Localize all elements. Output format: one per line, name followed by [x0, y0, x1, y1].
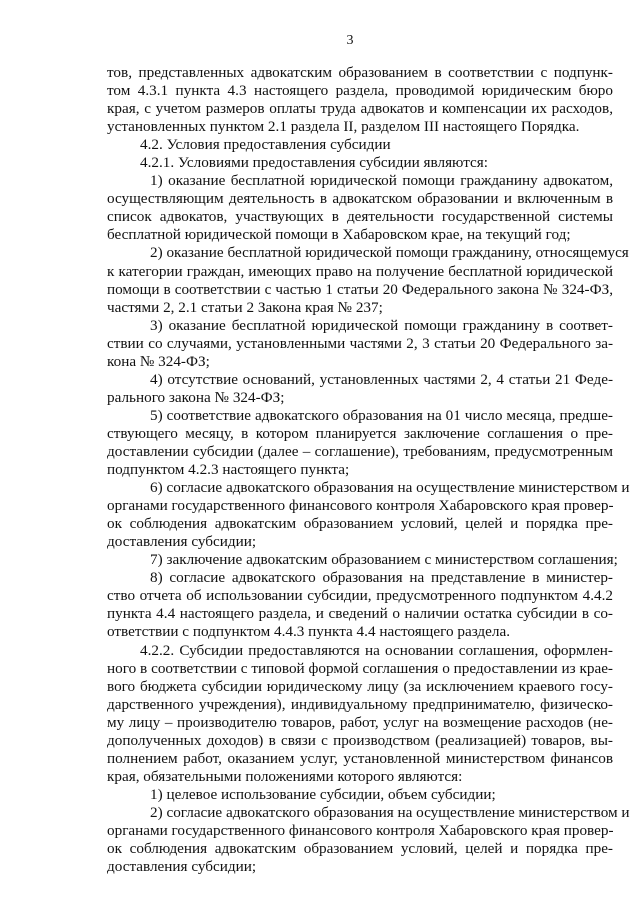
text-line: 7) заключение адвокатским образованием с министерством соглашения; — [150, 551, 618, 569]
text-line: доставления субсидии; — [107, 858, 257, 876]
text-line: доставлении субсидии (далее – соглашение), требованиям, предусмотренным — [107, 442, 613, 460]
text-line: 4.2.1. Условиями предоставления субсидии являются: — [140, 154, 488, 172]
text-line: 4) отсутствие оснований, установленных частями 2, 4 статьи 21 Феде- — [150, 370, 613, 388]
text-line: к категории граждан, имеющих право на получение бесплатной юридической — [107, 262, 613, 280]
text-line: дарственного учреждения), индивидуальному предпринимателю, физическо- — [107, 695, 613, 713]
text-line: дополученных доходов) в связи с производством (реализацией) товаров, вы- — [107, 731, 613, 749]
text-line: пункта 4.4 настоящего раздела, и сведений о наличии остатка субсидии в со- — [107, 605, 613, 623]
text-line: список адвокатов, участвующих в деятельности государственной системы — [107, 208, 613, 226]
text-line: ок соблюдения адвокатским образованием условий, целей и порядка пре- — [107, 515, 613, 533]
text-line: вого бюджета субсидии юридическому лицу (за исключением краевого госу- — [107, 677, 613, 695]
text-line: тов, представленных адвокатским образованием в соответствии с подпунк- — [107, 64, 613, 81]
text-line: частями 2, 2.1 статьи 2 Закона края № 237; — [107, 298, 383, 316]
text-line: рального закона № 324-ФЗ; — [107, 388, 285, 406]
text-line: ответствии с подпунктом 4.4.3 пункта 4.4 настоящего раздела. — [107, 623, 511, 641]
text-line: бесплатной юридической помощи в Хабаровском крае, на текущий год; — [107, 226, 571, 244]
text-line: кона № 324-ФЗ; — [107, 352, 210, 370]
text-line: полнением работ, оказанием услуг, установленной министерством финансов — [107, 749, 613, 767]
text-line: ство отчета об использовании субсидии, предусмотренного подпунктом 4.4.2 — [107, 587, 613, 605]
text-line: 2) оказание бесплатной юридической помощи гражданину, относящемуся — [150, 244, 629, 262]
text-line: ствии со случаями, установленными частями 2, 3 статьи 20 Федерального за- — [107, 334, 613, 352]
document-body — [107, 64, 630, 876]
text-line: установленных пунктом 2.1 раздела II, разделом III настоящего Порядка. — [107, 118, 580, 136]
text-line: ствующего месяцу, в котором планируется заключение соглашения о пре- — [107, 424, 613, 442]
text-line: помощи в соответствии с частью 1 статьи 20 Федерального закона № 324-ФЗ, — [107, 280, 613, 298]
text-line: ного в соответствии с типовой формой соглашения о предоставлении из крае- — [107, 659, 613, 677]
text-line: 1) целевое использование субсидии, объем субсидии; — [150, 785, 496, 803]
text-line: му лицу – производителю товаров, работ, услуг на возмещение расходов (не- — [107, 713, 613, 731]
text-line: 4.2. Условия предоставления субсидии — [140, 136, 391, 154]
text-line: подпунктом 4.2.3 настоящего пункта; — [107, 461, 350, 479]
text-line: 8) согласие адвокатского образования на представление в министер- — [150, 569, 613, 587]
text-line: том 4.3.1 пункта 4.3 настоящего раздела, проводимой юридическим бюро — [107, 82, 613, 100]
text-line: 2) согласие адвокатского образования на осуществление министерством и — [150, 803, 630, 821]
text-line: 1) оказание бесплатной юридической помощи гражданину адвокатом, — [150, 172, 613, 190]
text-line: доставления субсидии; — [107, 533, 257, 551]
text-line: края, обязательными положениями которого являются: — [107, 767, 463, 785]
text-line: органами государственного финансового контроля Хабаровского края провер- — [107, 497, 614, 515]
text-line: края, с учетом размеров оплаты труда адвокатов и компенсации их расходов, — [107, 100, 613, 118]
text-line: 4.2.2. Субсидии предоставляются на основании соглашения, оформлен- — [140, 641, 613, 659]
text-line: осуществляющим деятельность в адвокатском образовании и включенным в — [107, 190, 613, 208]
text-line: 3) оказание бесплатной юридической помощи гражданину в соответ- — [150, 316, 613, 334]
text-line: ок соблюдения адвокатским образованием условий, целей и порядка пре- — [107, 840, 613, 858]
text-line: 5) соответствие адвокатского образования на 01 число месяца, предше- — [150, 406, 613, 424]
text-line: 6) согласие адвокатского образования на осуществление министерством и — [150, 479, 630, 497]
text-line: органами государственного финансового контроля Хабаровского края провер- — [107, 821, 614, 839]
page-number: 3 — [346, 33, 354, 48]
